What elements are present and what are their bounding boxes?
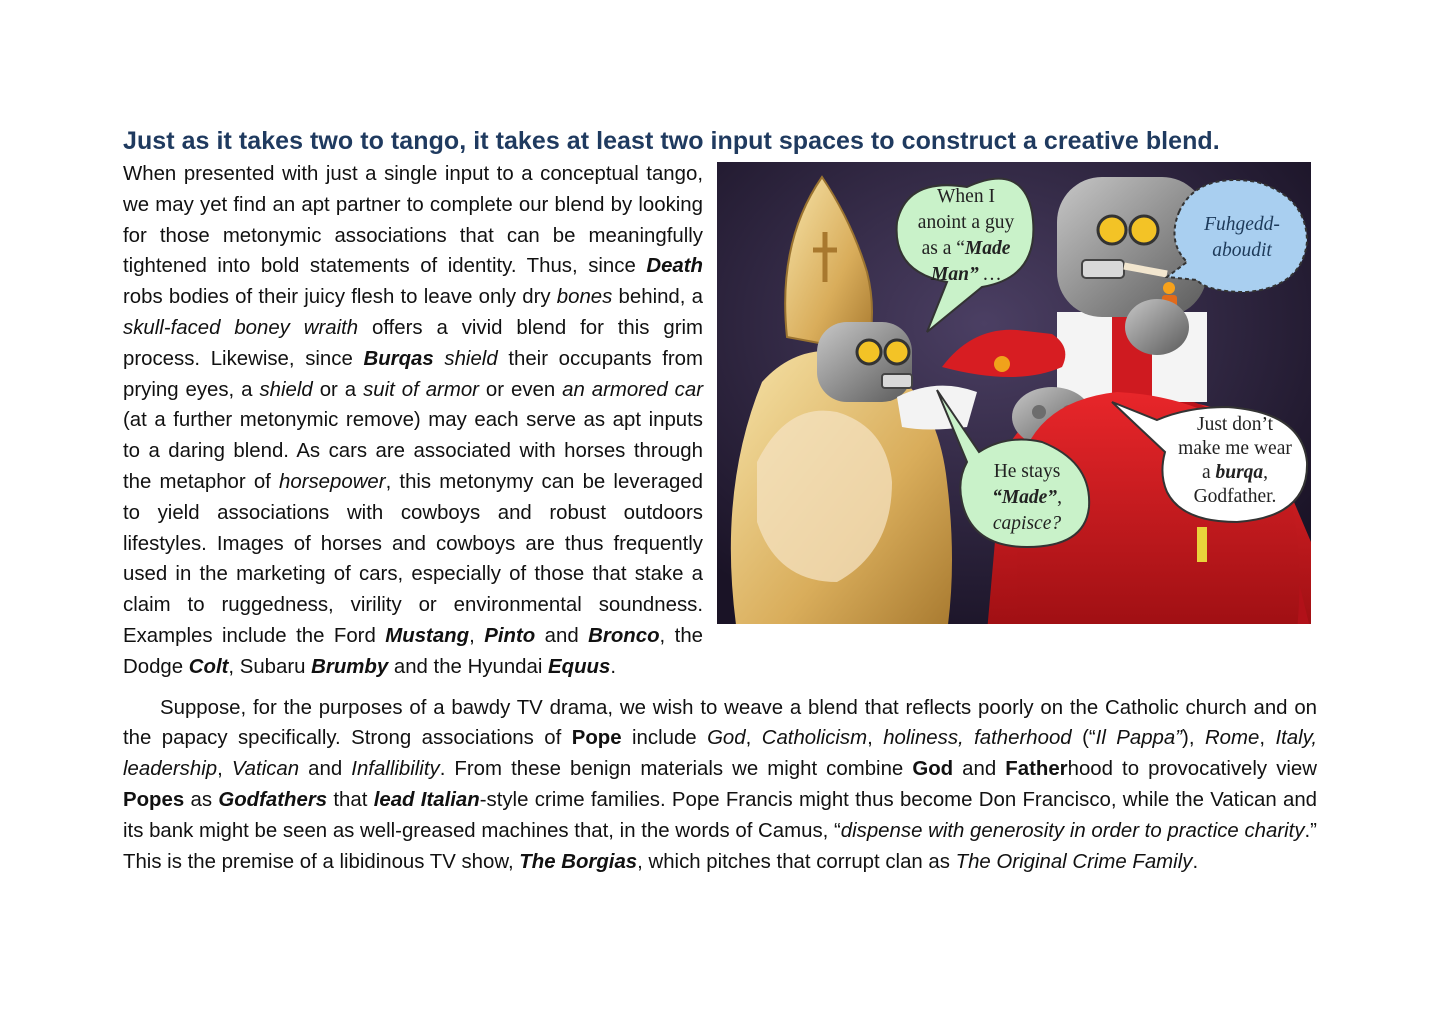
paragraph-2-run: and [299, 758, 352, 781]
paragraph-1-run [434, 348, 445, 370]
paragraph-1-run: an armored car [562, 378, 704, 401]
paragraph-2 [123, 693, 1323, 878]
paragraph-2-run: Rome [1204, 727, 1260, 750]
bubble-4-run: Just don’t [1196, 414, 1274, 435]
paragraph-2-run: Catholicism [761, 727, 868, 750]
bubble-1-run: … [978, 264, 1001, 285]
paragraph-2-run: Popes [123, 788, 185, 811]
paragraph-2-run: Il Pappa” [1095, 727, 1183, 750]
paragraph-2-run: .” This is the premise of a libidinous TV show, [123, 819, 1323, 873]
paragraph-1-run: shield [444, 347, 498, 370]
paragraph-2-run: Suppose, for the purposes of a bawdy TV drama, we wish to weave a blend that reflects poorly on the Catholic church and on the papacy specifically. Strong associations of [123, 696, 1323, 750]
body-text [123, 159, 1323, 877]
bubble-1-run: Man” [931, 264, 979, 285]
paragraph-1-run: , [469, 624, 485, 647]
paragraph-1-run: Mustang [385, 624, 470, 647]
paragraph-2-run: hood to provocatively view [1067, 758, 1323, 781]
paragraph-2-run: , which pitches that corrupt clan as [637, 850, 956, 873]
paragraph-1-run: offers a vivid blend for this grim process. Likewise, since [123, 316, 709, 370]
cardinal-mouth [1082, 260, 1124, 278]
speech-bubble-1 [901, 184, 1031, 288]
paragraph-2-run: as [184, 788, 219, 811]
speech-bubble-2 [1181, 212, 1303, 264]
ring [994, 356, 1010, 372]
bubble-3-run: “Made” [992, 487, 1058, 508]
paragraph-1-run: , the Dodge [123, 624, 709, 678]
paragraph-2-run: God [912, 758, 954, 781]
bubble-4-run: burqa [1215, 462, 1264, 483]
paragraph-1-run: and the Hyundai [388, 655, 549, 678]
paragraph-2-run: lead Italian [373, 788, 480, 811]
paragraph-1-run: Burqas [363, 347, 434, 370]
paragraph-1-run: or even [478, 378, 563, 401]
paragraph-2-run: The Original Crime Family [955, 850, 1193, 873]
paragraph-1-run: skull-faced boney wraith [123, 316, 359, 339]
cartoon-illustration [717, 162, 1311, 624]
cardinal-eye-left [1098, 216, 1126, 244]
paragraph-2-run: holiness, fatherhood [883, 727, 1072, 750]
paragraph-1-run: bones [556, 286, 613, 309]
paragraph-2-run: Father [1005, 758, 1068, 781]
bubble-3-run: , [1057, 487, 1062, 508]
paragraph-1-run: Death [646, 255, 703, 278]
cardinal-hand [1125, 299, 1189, 355]
paragraph-2-run: and [953, 758, 1006, 781]
paragraph-1-run: , this metonymy can be leveraged to yield associations with cowboys and robust outdoors lifestyles. Images of horses and cowboys are thus frequently used in the marketing of cars, especially of those that stake a claim to ruggedness, virility or environmental soundness. Examples include the Ford [123, 470, 709, 647]
bubble-4-run: , [1263, 462, 1269, 483]
pope-eye-right [885, 340, 909, 364]
paragraph-2-run: . From these benign materials we might combine [439, 758, 913, 781]
bubble-4-run: a [1201, 462, 1216, 483]
paragraph-1-run: Pinto [484, 624, 536, 647]
paragraph-1-run: Colt [188, 655, 229, 678]
paragraph-2-run: God [707, 727, 746, 750]
paragraph-1-run: horsepower [279, 470, 386, 493]
bubble-2-run: aboudit [1212, 240, 1272, 261]
paragraph-1-run: Equus [548, 655, 611, 678]
paragraph-1-run: their occupants from prying eyes, a [123, 347, 709, 401]
speech-bubble-3 [967, 459, 1087, 537]
paragraph-2-run: -style crime families. Pope Francis might thus become Don Francisco, while the Vatican and its bank might be seen as well-greased machines that, in the words of Camus, “ [123, 788, 1323, 842]
paragraph-1-run: robs bodies of their juicy flesh to leave only dry [123, 255, 709, 309]
paragraph-2-run: , [1259, 727, 1276, 750]
paragraph-2-run: , [217, 758, 232, 781]
paragraph-1-run: and [535, 624, 589, 647]
bubble-2-run: Fuhgedd- [1204, 214, 1280, 235]
paragraph-2-run: Pope [571, 727, 622, 750]
paragraph-2-run: The Borgias [519, 850, 638, 873]
paragraph-2-run: Godfathers [218, 788, 328, 811]
bubble-1-run: When I [937, 186, 995, 207]
section-heading: Just as it takes two to tango, it takes at least two input spaces to construct a creative blend. [123, 127, 1220, 155]
yellow-tab [1197, 527, 1207, 562]
paragraph-1-run: Bronco [588, 624, 660, 647]
bubble-3-run: He stays [993, 461, 1061, 482]
paragraph-2-run: Vatican [231, 758, 300, 781]
paragraph-2-run: include [621, 727, 708, 750]
pope-mouth [882, 374, 912, 388]
pope-eye-left [857, 340, 881, 364]
paragraph-2-run: ), [1182, 727, 1205, 750]
paragraph-2-run: Italy, leadership [123, 727, 1323, 781]
paragraph-1-run: behind, a [612, 286, 709, 309]
bubble-1-run: Made [964, 238, 1011, 259]
paragraph-2-run: . [1192, 850, 1199, 873]
paragraph-1-run: (at a further metonymic remove) may each serve as apt inputs to a daring blend. As cars are associated with horses through the metaphor of [123, 378, 709, 493]
bubble-4-run: Godfather. [1193, 486, 1277, 507]
paragraph-1-run: , Subaru [228, 655, 312, 678]
paragraph-2-run: that [327, 788, 374, 811]
paragraph-2-run: dispense with generosity in order to practice charity [840, 819, 1305, 842]
speech-bubble-4 [1165, 413, 1305, 509]
paragraph-2-run: Infallibility [351, 758, 440, 781]
bubble-1-run: as a “ [921, 238, 965, 259]
paragraph-1-run: Brumby [311, 655, 389, 678]
bubble-3-run: capisce? [992, 513, 1062, 534]
paragraph-1-run: shield [259, 378, 313, 401]
paragraph-2-run: (“ [1071, 727, 1096, 750]
paragraph-1-run: When presented with just a single input to a conceptual tango, we may yet find an apt partner to complete our blend by looking for those metonymic associations that can be meaningfully tightened into bold statements of identity. Thus, since [123, 163, 715, 278]
bubble-1-run: anoint a guy [917, 212, 1015, 233]
paragraph-1-run: . [610, 655, 617, 678]
bubble-4-run: make me wear [1178, 438, 1292, 459]
paragraph-1-run: or a [312, 378, 364, 401]
page [123, 124, 1323, 877]
lighter-flame [1163, 282, 1175, 294]
paragraph-1-run: suit of armor [363, 378, 479, 401]
paragraph-2-run: , [867, 727, 884, 750]
paragraph-2-run: , [745, 727, 762, 750]
cardinal-eye-right [1130, 216, 1158, 244]
